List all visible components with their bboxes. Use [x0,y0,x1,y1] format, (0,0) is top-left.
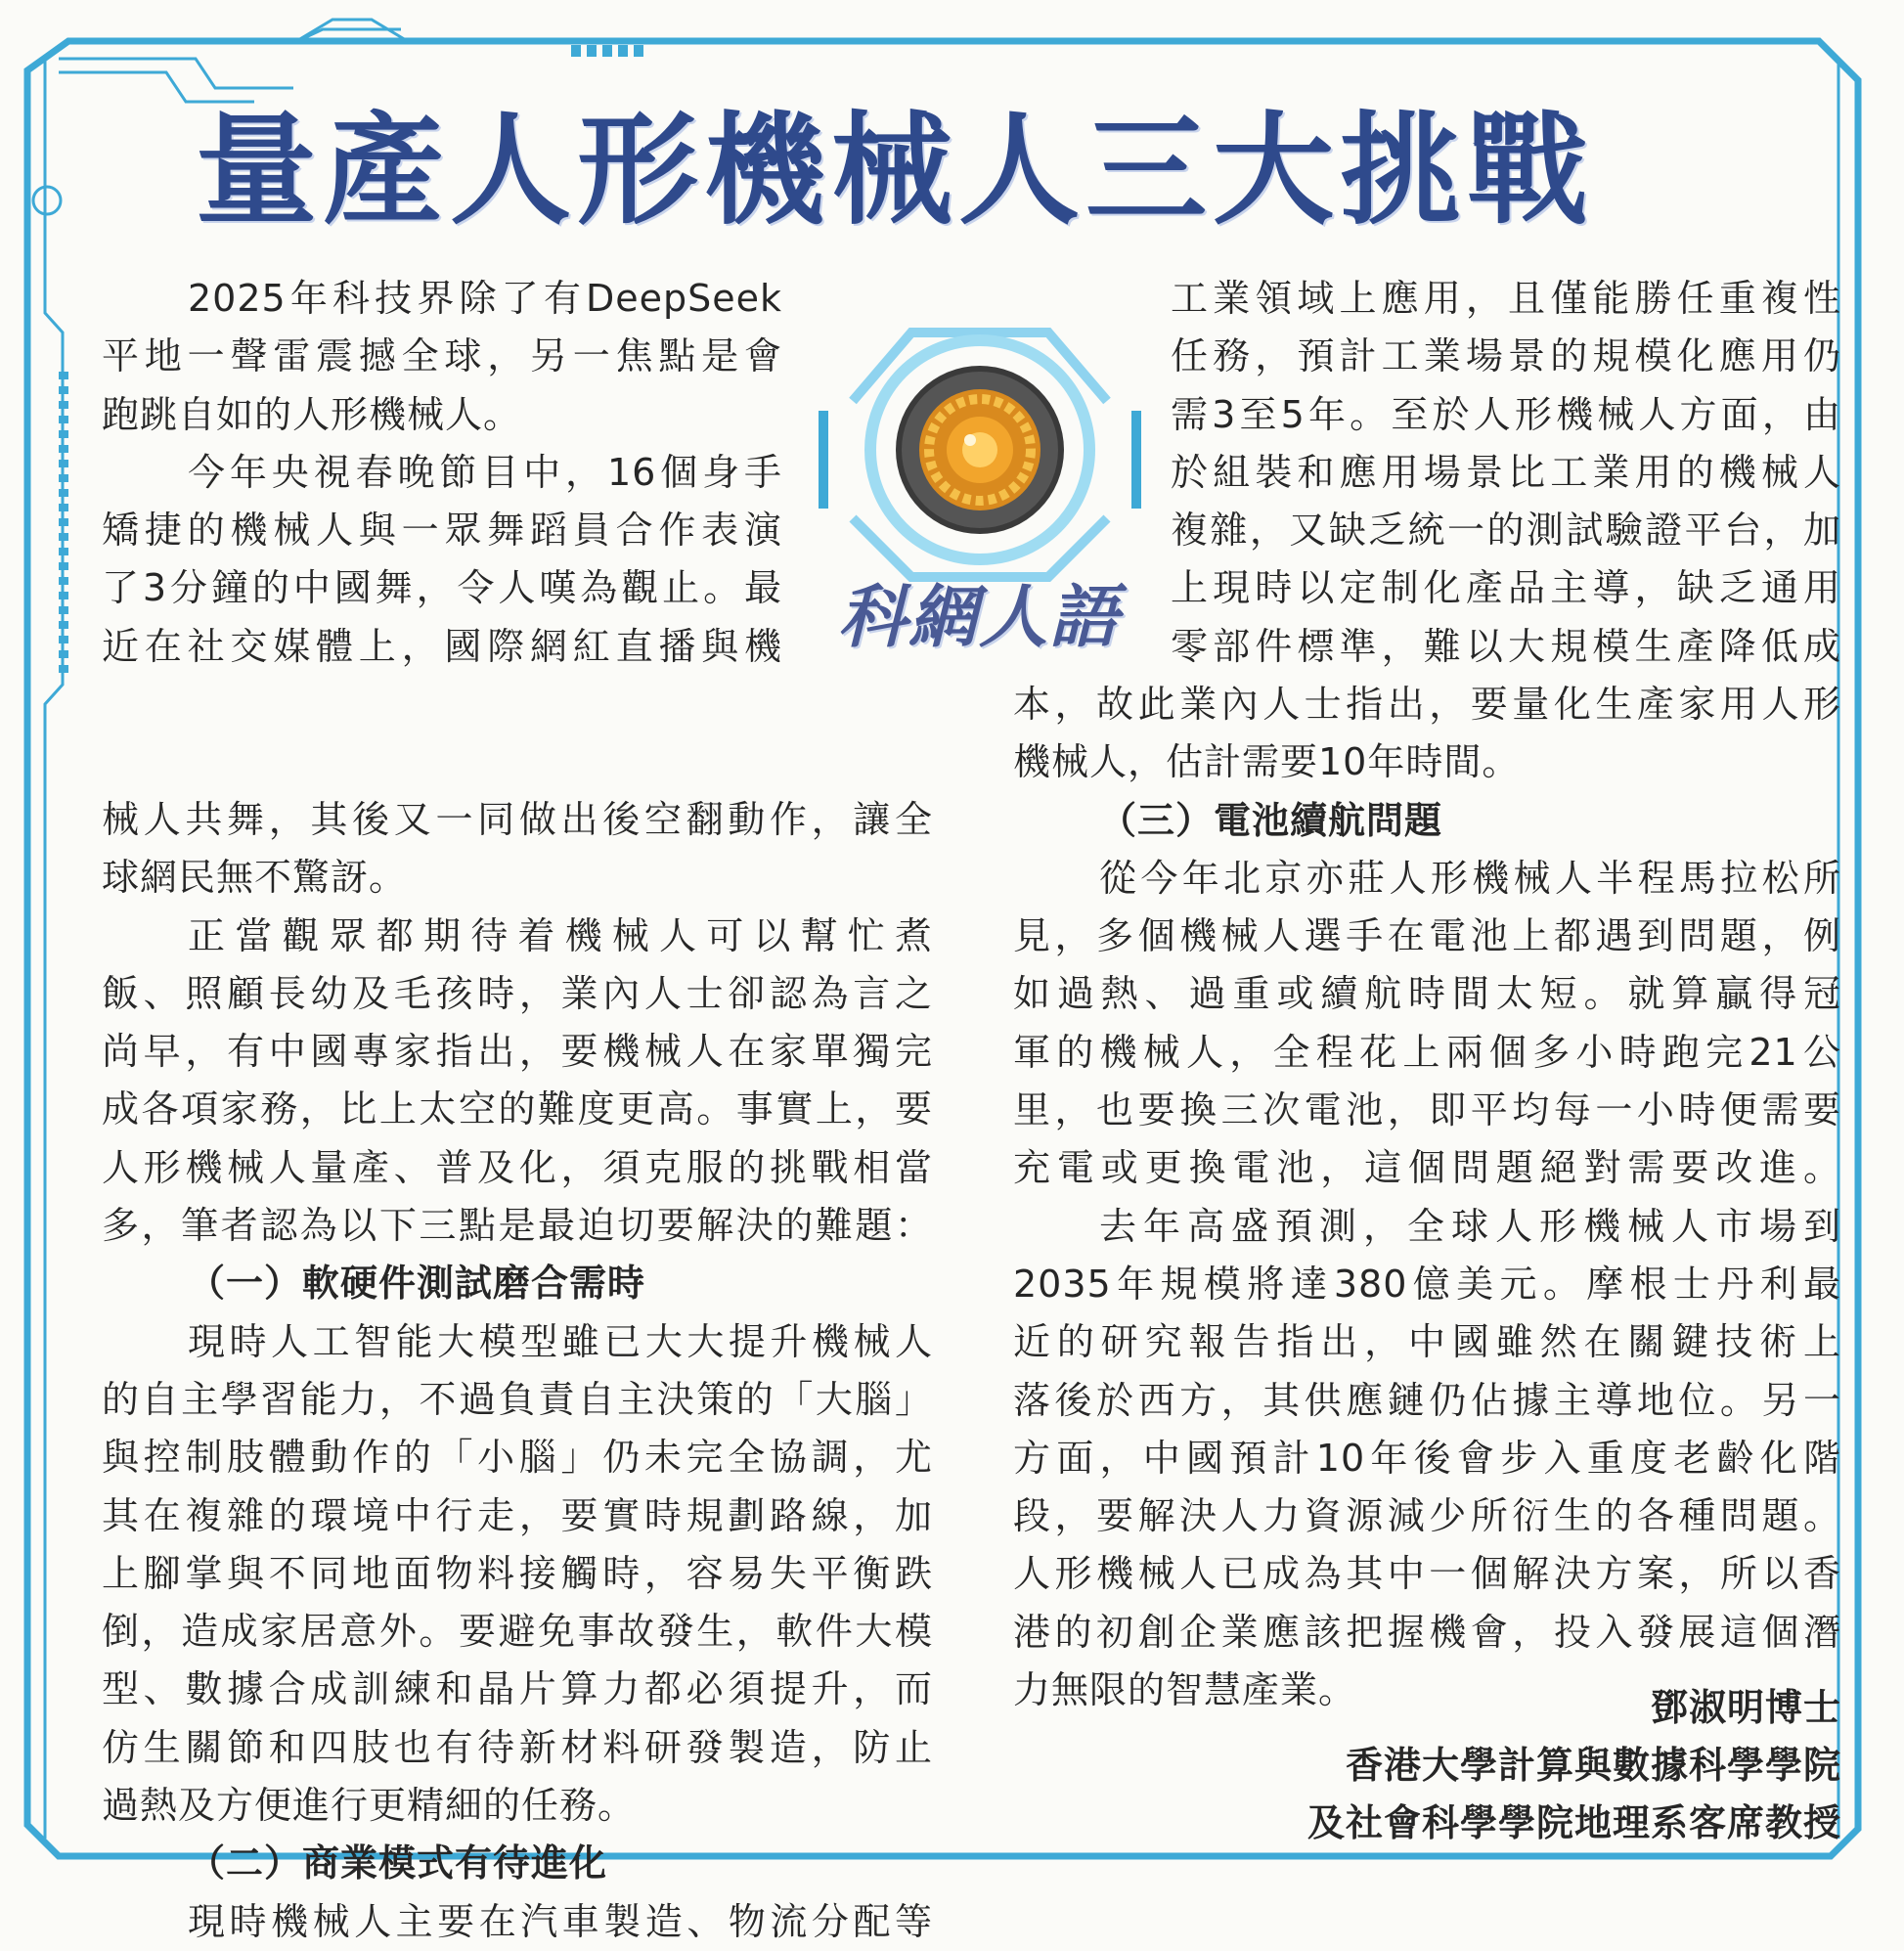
column-2-top [1171,270,1841,676]
text-line: 了3分鐘的中國舞，令人嘆為觀止。最 [102,566,782,610]
text-line: 上現時以定制化產品主導，缺乏通用 [1171,566,1841,610]
section-heading: （三）電池續航問題 [1099,798,1443,842]
text-line: 人形機械人已成為其中一個解決方案，所以香 [1013,1552,1841,1596]
text-line: 飯、照顧長幼及毛孩時，業內人士卻認為言之 [102,971,933,1015]
text-line: 近的研究報告指出，中國雖然在關鍵技術上 [1013,1320,1841,1364]
text-line: 工業領域上應用，且僅能勝任重複性 [1171,277,1841,320]
text-line: 尚早，有中國專家指出，要機械人在家單獨完 [102,1030,933,1074]
text-line: 球網民無不驚訝。 [102,856,408,900]
column-1-bottom [102,791,933,1951]
text-line: 械人共舞，其後又一同做出後空翻動作，讓全 [102,798,933,841]
text-line: 落後於西方，其供應鏈仍佔據主導地位。另一 [1013,1378,1841,1422]
author-name: 鄧淑明博士 [1650,1686,1841,1729]
text-line: 軍的機械人，全程花上兩個多小時跑完21公 [1013,1030,1841,1074]
text-line: 從今年北京亦莊人形機械人半程馬拉松所 [1099,856,1841,900]
text-line: 力無限的智慧產業。 [1013,1668,1357,1712]
text-line: 段，要解決人力資源減少所衍生的各種問題。 [1013,1494,1841,1538]
text-line: 現時人工智能大模型雖已大大提升機械人 [188,1319,933,1363]
section-heading: （二）商業模式有待進化 [188,1841,608,1885]
text-line: 仿生關節和四肢也有待新材料研發製造，防止 [102,1725,933,1769]
text-line: 港的初創企業應該把握機會，投入發展這個潛 [1013,1610,1841,1654]
text-line: 本，故此業內人士指出，要量化生產家用人形 [1013,683,1841,726]
text-line: 平地一聲雷震撼全球，另一焦點是會 [102,334,782,378]
text-line: 跑跳自如的人形機械人。 [102,392,522,436]
text-line: 複雜，又缺乏統一的測試驗證平台，加 [1171,509,1841,553]
text-line: 充電或更換電池，這個問題絕對需要改進。 [1013,1146,1841,1190]
text-line: 上腳掌與不同地面物料接觸時，容易失平衡跌 [102,1551,933,1595]
text-line: 去年高盛預測，全球人形機械人市場到 [1099,1204,1841,1248]
text-line: 矯捷的機械人與一眾舞蹈員合作表演 [102,509,782,553]
column-name: 科網人語 [838,577,1120,657]
text-line: 如過熱、過重或續航時間太短。就算贏得冠 [1013,972,1841,1016]
text-line: 成各項家務，比上太空的難度更高。事實上，要 [102,1087,933,1131]
text-line: 過熱及方便進行更精細的任務。 [102,1784,637,1828]
text-line: 的自主學習能力，不過負責自主決策的「大腦」 [102,1377,933,1421]
text-line: 2025年科技界除了有DeepSeek [188,277,782,320]
text-line: 現時機械人主要在汽車製造、物流分配等 [188,1899,933,1943]
text-line: 機械人，估計需要10年時間。 [1013,740,1521,784]
column-1-top [102,270,782,676]
text-line: 正當觀眾都期待着機械人可以幫忙煮 [188,913,933,957]
text-line: 需3至5年。至於人形機械人方面，由 [1171,392,1841,436]
text-line: 人形機械人量產、普及化，須克服的挑戰相當 [102,1145,933,1189]
text-line: 見，多個機械人選手在電池上都遇到問題，例 [1013,914,1841,958]
text-line: 里，也要換三次電池，即平均每一小時便需要 [1013,1088,1841,1132]
text-line: 倒，造成家居意外。要避免事故發生，軟件大模 [102,1610,933,1654]
text-line: 與控制肢體動作的「小腦」仍未完全協調，尤 [102,1436,933,1480]
author-affiliation: 香港大學計算與數據科學學院 [1345,1744,1841,1787]
section-heading: （一）軟硬件測試磨合需時 [188,1262,646,1306]
text-line: 於組裝和應用場景比工業用的機械人 [1171,450,1841,494]
text-line: 今年央視春晚節目中，16個身手 [188,450,782,494]
author-affiliation: 及社會科學學院地理系客席教授 [1306,1801,1841,1844]
text-line: 型、數據合成訓練和晶片算力都必須提升，而 [102,1667,933,1711]
column-2-bottom [1013,676,1841,1719]
text-line: 零部件標準，難以大規模生產降低成 [1171,624,1841,668]
headline: 量產人形機械人三大挑戰 [196,100,1595,242]
text-line: 方面，中國預計10年後會步入重度老齡化階 [1013,1436,1841,1480]
text-line: 2035年規模將達380億美元。摩根士丹利最 [1013,1262,1841,1306]
text-line: 其在複雜的環境中行走，要實時規劃路線，加 [102,1493,933,1537]
text-line: 任務，預計工業場景的規模化應用仍 [1171,334,1841,378]
text-line: 近在社交媒體上，國際網紅直播與機 [102,624,782,668]
text-line: 多，筆者認為以下三點是最迫切要解決的難題： [102,1204,933,1248]
